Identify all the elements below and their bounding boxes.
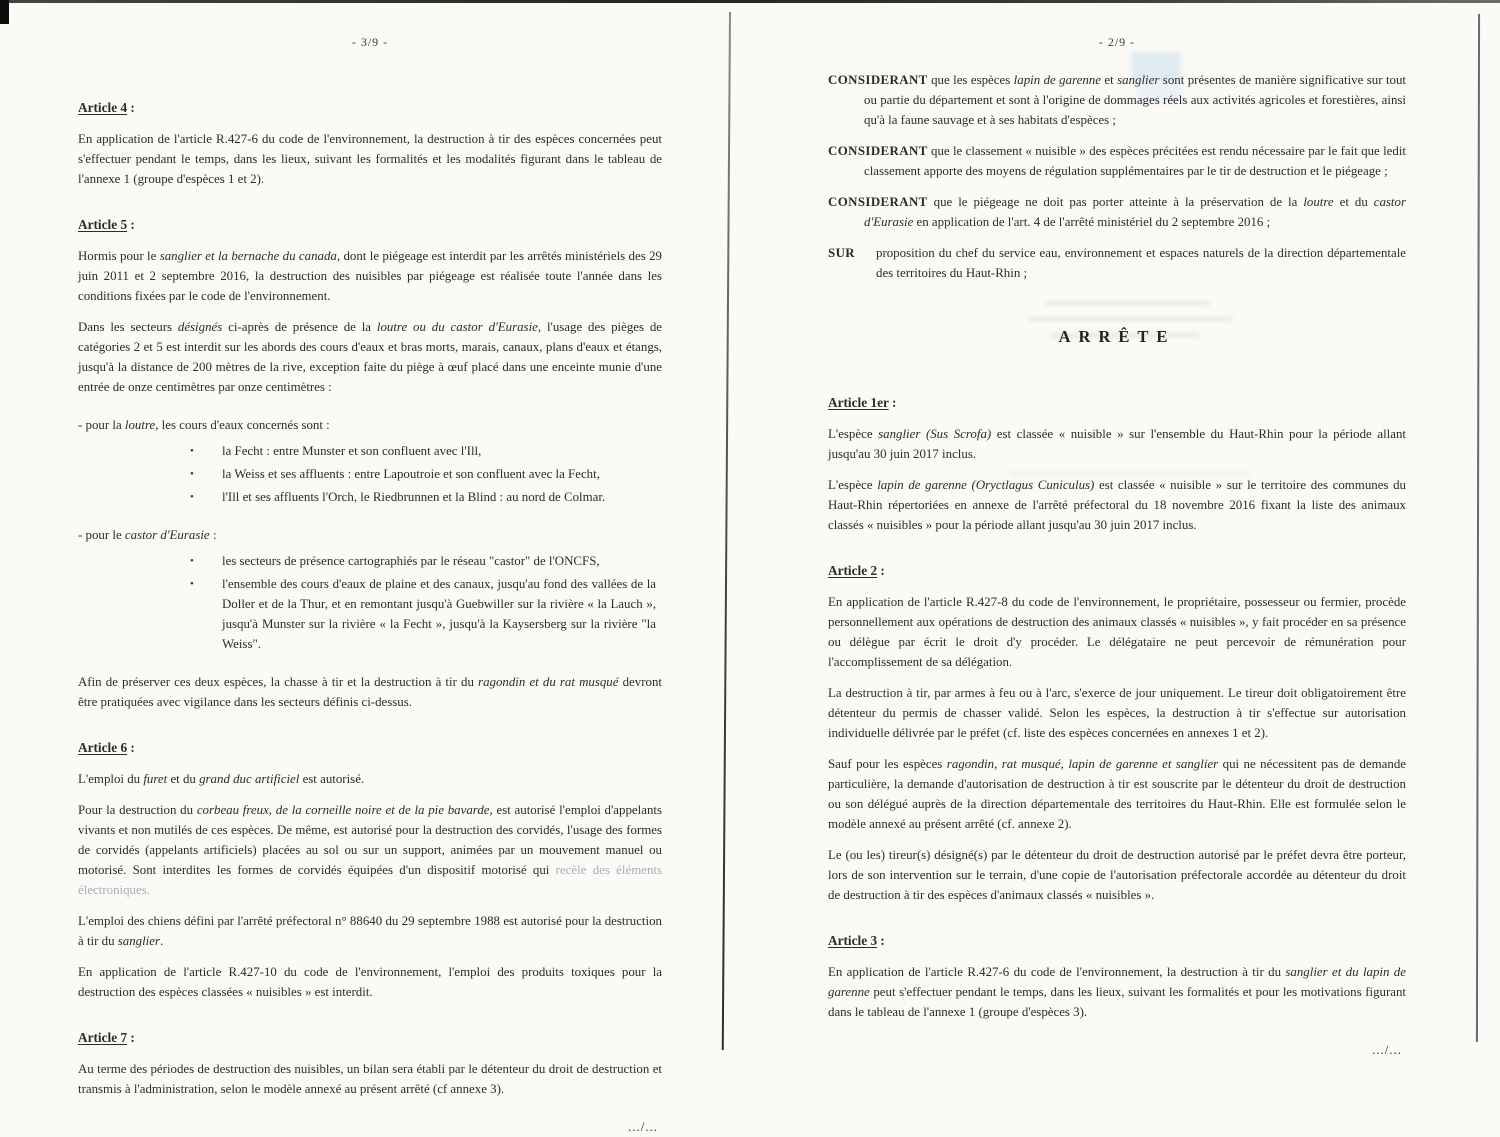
article-heading — [828, 393, 1406, 413]
article-heading — [828, 561, 1406, 581]
paragraph: Pour la destruction du corbeau freux, de la corneille noire et de la pie bavarde, est autorisé l'emploi d'appelants vivants et non mutilés de ces espèces. De même, est autorisé pour la destruction des corvidés, l'usage des formes de corvidés (appelants artificiels) placées au sol ou sur un support, animées par un mouvement manuel ou motorisé. Sont interdites les formes de corvidés équipées d'un dispositif motorisé qui recèle des éléments électroniques. — [78, 803, 662, 897]
bullet-item: • la Weiss et ses affluents : entre Lapoutroie et son confluent avec la Fecht, — [222, 464, 656, 484]
clause-label: CONSIDERANT — [828, 73, 928, 87]
bullet-item: • l'ensemble des cours d'eaux de plaine et des canaux, jusqu'au fond des vallées de la Doller et de la Thur, et en remontant jusqu'à Guebwiller sur la rivière « la Lauch », jusqu'à Munster sur la rivière « la Fecht », jusqu'à la Kaysersberg sur la rivière "la Weiss". — [222, 574, 656, 654]
bullet-list — [78, 441, 662, 507]
paragraph: L'espèce lapin de garenne (Oryctlagus Cuniculus) est classée « nuisible » sur le territoire des communes du Haut-Rhin répertoriées en annexe de l'arrêté préfectoral du 18 novembre 2016 fixant la liste des animaux classés « nuisibles » pour la période allant jusqu'au 30 juin 2017 inclus. — [828, 478, 1406, 532]
article-heading — [828, 931, 1406, 951]
article-title: Article 2 — [828, 563, 878, 578]
considerant-clause: CONSIDERANT que les espèces lapin de garenne et sanglier sont présentes de manière significative sur tout ou partie du département et sont à l'origine de dommages réels aux activités agricoles et forestières, ainsi qu'à la faune sauvage et à ses habitats d'espèces ; — [828, 73, 1407, 127]
paragraph: En application de l'article R.427-8 du code de l'environnement, le propriétaire, possesseur ou fermier, procède personnellement aux opérations de destruction des animaux classés « nuisibles », y fait procéder en sa présence ou délègue par écrit le droit d'y procéder. Le délégataire ne peut percevoir de rémunération pour l'accomplissement de sa délégation. — [828, 595, 1406, 669]
scan-corner-mark — [0, 0, 9, 24]
page-edge-line — [1476, 14, 1480, 1042]
page-number: - 2/9 - — [1098, 35, 1136, 49]
article-colon: : — [127, 1030, 135, 1045]
paragraph: Dans les secteurs désignés ci-après de présence de la loutre ou du castor d'Eurasie, l'usage des pièges de catégories 2 et 5 est interdit sur les abords des cours d'eaux et bras morts, marais, canaux, plans d'eaux et étangs, jusqu'à la distance de 200 mètres de la rive, exception faite du piège à œuf placé dans une enceinte munie d'une entrée de onze centimètres par onze centimètres : — [78, 320, 663, 394]
article-colon: : — [127, 217, 135, 232]
paragraph: Le (ou les) tireur(s) désigné(s) par le détenteur du droit de destruction autorisé par le préfet devra être porteur, lors de son intervention sur le terrain, d'une copie de l'autorisation préfectorale accordée au détenteur du droit de destruction à tir des espèces d'animaux classés « nuisibles ». — [828, 848, 1406, 902]
article-title: Article 6 — [78, 740, 128, 755]
paragraph: Au terme des périodes de destruction des nuisibles, un bilan sera établi par le détenteur du droit de destruction et transmis à l'administration, selon le modèle annexé au présent arrêté (cf annexe 3). — [78, 1062, 662, 1096]
sur-clause: SUR proposition du chef du service eau, environnement et espaces naturels de la direction départementale des territoires du Haut-Rhin ; — [828, 243, 1406, 283]
article-title: Article 1er — [828, 395, 889, 410]
considerant-clause: CONSIDERANT que le classement « nuisible » des espèces précitées est rendu nécessaire par le fait que ledit classement apporte des moyens de régulation supplémentaires par le tir de destruction et le piégeage ; — [828, 144, 1406, 178]
page-divider-line — [722, 12, 731, 1050]
arrete-heading: ARRÊTE — [1058, 327, 1176, 346]
paragraph: La destruction à tir, par armes à feu ou à l'arc, s'exerce de jour uniquement. Le tireur doit obligatoirement être détenteur du permis de chasser validé. Selon les espèces, la destruction à tir s'effectue sur autorisation individuelle délivrée par le préfet (cf. liste des espèces concernées en annexes 1 et 2). — [828, 686, 1406, 740]
paragraph: Sauf pour les espèces ragondin, rat musqué, lapin de garenne et sanglier qui ne nécessitent pas de demande particulière, la demande d'autorisation de destruction à tir est souscrite par le détenteur du droit de destruction ou son délégué auprès de la direction départementale des territoires du Haut-Rhin. Elle est formulée selon le modèle annexé au présent arrêté (cf. annexe 2). — [828, 757, 1406, 831]
article-heading — [78, 1028, 662, 1048]
bullet-item: • l'Ill et ses affluents l'Orch, le Riedbrunnen et la Blind : au nord de Colmar. — [222, 487, 656, 507]
paragraph: Afin de préserver ces deux espèces, la chasse à tir et la destruction à tir du ragondin et du rat musqué devront être pratiquées avec vigilance dans les secteurs définis ci-dessus. — [78, 675, 662, 709]
document-page-left — [78, 0, 662, 1137]
paragraph: En application de l'article R.427-6 du code de l'environnement, la destruction à tir des espèces concernées peut s'effectuer pendant le temps, dans les lieux, suivant les formalités et les modalités figurant dans le tableau de l'annexe 1 (groupe d'espèces 1 et 2). — [78, 132, 662, 186]
article-title: Article 5 — [78, 217, 128, 232]
article-colon: : — [877, 563, 885, 578]
clause-label: CONSIDERANT — [828, 195, 928, 209]
article-title: Article 7 — [78, 1030, 128, 1045]
continuation-mark: .../... — [1372, 1043, 1402, 1057]
paragraph: - pour le castor d'Eurasie : — [78, 528, 217, 542]
paragraph: En application de l'article R.427-6 du code de l'environnement, la destruction à tir du sanglier et du lapin de garenne peut s'effectuer pendant le temps, dans les lieux, suivant les formalités et pour les motivations figurant dans le tableau de l'annexe 1 (groupe d'espèces 3). — [828, 965, 1406, 1019]
continuation-mark: .../... — [628, 1120, 658, 1134]
document-page-right — [828, 0, 1406, 1060]
clause-label: SUR — [828, 246, 855, 260]
faded-text: recèle des éléments électroniques. — [78, 863, 662, 897]
bullet-list — [78, 551, 662, 654]
article-colon: : — [127, 740, 135, 755]
article-heading — [78, 215, 662, 235]
article-colon: : — [127, 100, 135, 115]
article-colon: : — [877, 933, 885, 948]
article-title: Article 3 — [828, 933, 878, 948]
clause-label: CONSIDERANT — [828, 144, 928, 158]
paragraph: L'emploi des chiens défini par l'arrêté préfectoral n° 88640 du 29 septembre 1988 est autorisé pour la destruction à tir du sanglier. — [78, 914, 662, 948]
paragraph: En application de l'article R.427-10 du code de l'environnement, l'emploi des produits toxiques pour la destruction des espèces classées « nuisibles » est interdit. — [78, 965, 662, 999]
article-title: Article 4 — [78, 100, 128, 115]
considerant-clause: CONSIDERANT que le piégeage ne doit pas porter atteinte à la préservation de la loutre et du castor d'Eurasie en application de l'art. 4 de l'arrêté ministériel du 2 septembre 2016 ; — [828, 195, 1406, 229]
paragraph: Hormis pour le sanglier et la bernache du canada, dont le piégeage est interdit par les arrêtés ministériels des 29 juin 2011 et 2 septembre 2016, la destruction des nuisibles par piégeage est réalisée toute l'année dans les conditions fixées par le code de l'environnement. — [78, 249, 662, 303]
page-number: - 3/9 - — [351, 35, 389, 49]
article-heading — [78, 98, 662, 118]
bullet-item: • la Fecht : entre Munster et son confluent avec l'Ill, — [222, 441, 656, 461]
article-heading — [78, 738, 662, 758]
article-colon: : — [888, 395, 897, 410]
paragraph: L'emploi du furet et du grand duc artificiel est autorisé. — [78, 772, 365, 786]
paragraph: L'espèce sanglier (Sus Scrofa) est classée « nuisible » sur l'ensemble du Haut-Rhin pour la période allant jusqu'au 30 juin 2017 inclus. — [828, 427, 1406, 461]
bullet-item: • les secteurs de présence cartographiés par le réseau "castor" de l'ONCFS, — [222, 551, 656, 571]
paragraph: - pour la loutre, les cours d'eaux concernés sont : — [78, 418, 330, 432]
